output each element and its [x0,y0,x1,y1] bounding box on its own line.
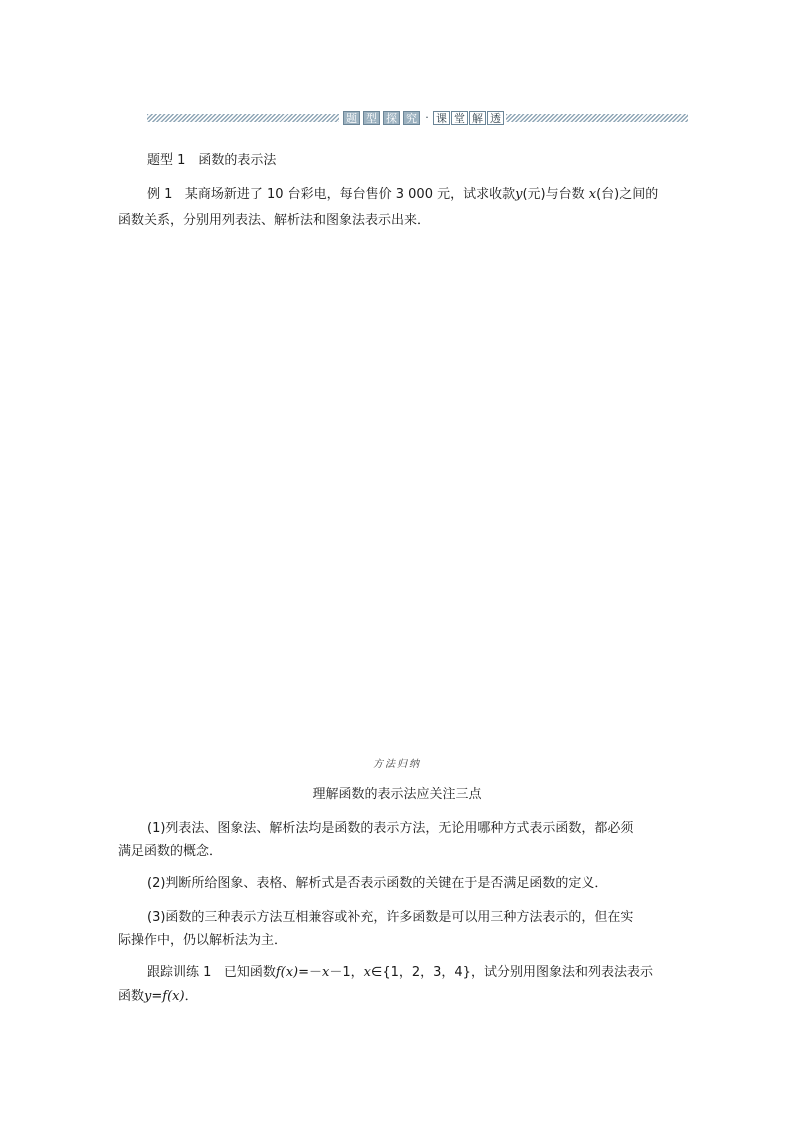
exercise-text: = [151,989,163,1004]
banner-hatch-left [147,114,339,122]
var-x: x [363,965,371,980]
example-1 [147,184,658,206]
banner-hatch-right [506,114,688,122]
method-point-3: (3)函数的三种表示方法互相兼容或补充，许多函数是可以用三种方法表示的，但在实 [147,910,634,925]
exercise-label: 跟踪训练 1 [147,965,212,980]
banner-char: 课 [433,111,450,125]
exercise-text: ． [184,989,198,1004]
var-x: x [322,965,330,980]
banner-char: 题 [343,111,360,125]
method-summary-label: 方法归纳 [373,759,421,770]
banner-char: 究 [403,111,420,125]
exercise-text: =－ [298,965,323,980]
example-1-line-2: 函数关系，分别用列表法、解析法和图象法表示出来． [118,213,431,228]
method-point-1-cont: 满足函数的概念． [118,844,223,859]
example-label: 例 1 [147,187,173,202]
example-text: 某商场新进了 10 台彩电，每台售价 3 000 元，试求收款 [184,187,516,202]
exercise-text: 函数 [118,989,145,1004]
banner-char: 探 [383,111,400,125]
exercise-text: 已知函数 [223,965,276,980]
exercise-text: －1， [329,965,364,980]
exercise-1 [147,962,653,984]
var-y: y [515,187,523,202]
var-x: x [588,187,597,202]
example-text: (元)与台数 [522,187,585,202]
exercise-text: ∈{1，2，3，4}，试分别用图象法和列表法表示 [371,965,653,980]
banner-char: 堂 [451,111,468,125]
banner-char: 透 [487,111,504,125]
method-point-3-cont: 际操作中，仍以解析法为主． [118,933,288,948]
method-point-1: (1)列表法、图象法、解析法均是函数的表示方法，无论用哪种方式表示函数，都必须 [147,821,634,836]
section-heading: 题型 1 函数的表示法 [147,153,277,168]
method-summary-title: 理解函数的表示法应关注三点 [312,787,482,802]
var-y: y [144,989,152,1004]
banner-char: 型 [363,111,380,125]
example-text: (台)之间的 [596,187,659,202]
banner-separator: · [425,111,429,124]
banner-char: 解 [469,111,486,125]
section-banner [147,111,688,125]
exercise-1-line-2 [118,986,198,1008]
function-f-x: f(x) [162,989,185,1004]
method-point-2: (2)判断所给图象、表格、解析式是否表示函数的关键在于是否满足函数的定义． [147,876,608,891]
function-f-x: f(x) [275,965,299,980]
